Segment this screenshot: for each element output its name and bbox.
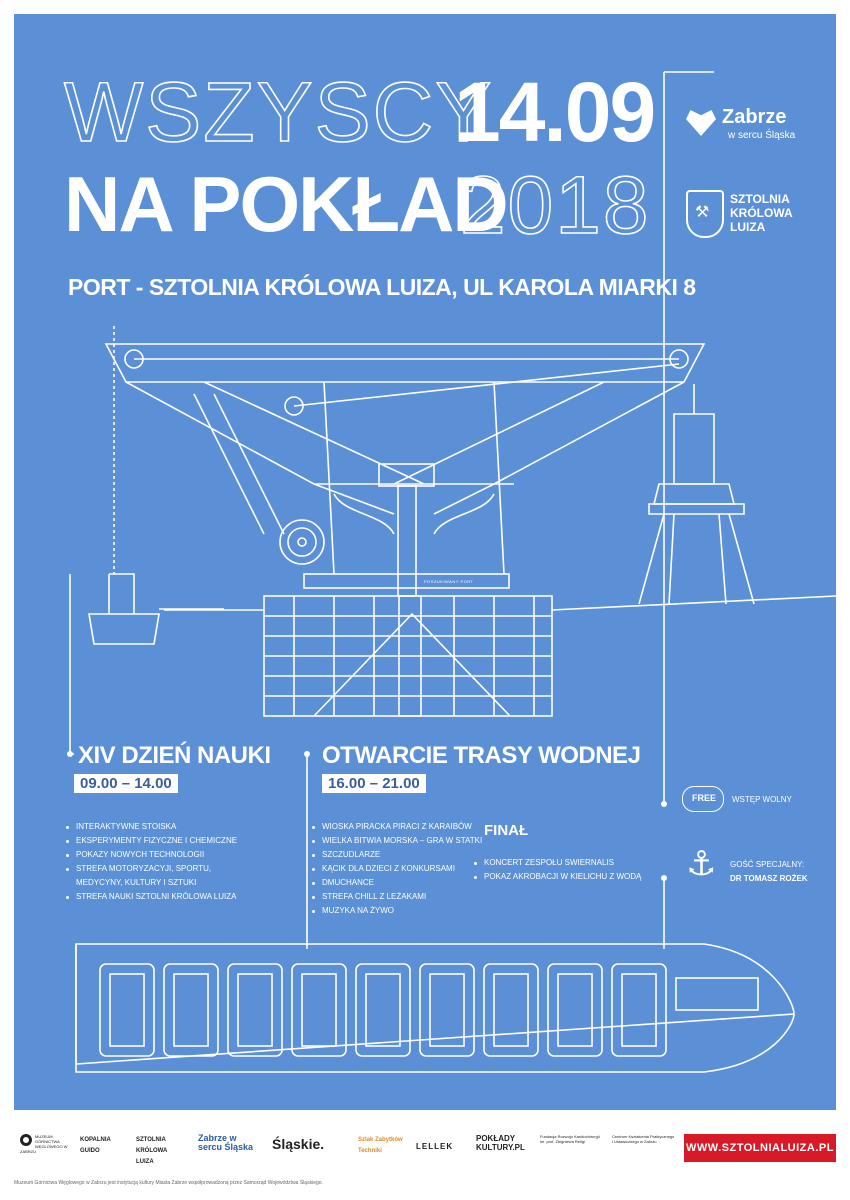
footer-logo-szlak: Szlak Zabytków Techniki	[358, 1137, 403, 1154]
list-item: KONCERT ZESPOŁU SWIERNALIS	[472, 856, 652, 870]
list-item: INTERAKTYWNE STOISKA	[64, 820, 254, 834]
machine-label: POSZUKIWANY PORT	[424, 579, 474, 584]
date-year: 2018	[460, 160, 651, 251]
list-item: WIOSKA PIRACKA PIRACI Z KARAIBÓW	[310, 820, 490, 834]
date-day: 14.09	[454, 65, 655, 159]
zabrze-tagline: w sercu Śląska	[728, 130, 796, 141]
footer-logo-sztolnia: SZTOLNIA KRÓLOWA LUIZA	[136, 1137, 168, 1165]
sztolnia-line2: KRÓLOWA	[730, 206, 793, 220]
headline-line2: NA POKŁAD	[64, 160, 507, 248]
right-event-list	[310, 820, 490, 918]
website-link[interactable]: WWW.SZTOLNIALUIZA.PL	[684, 1134, 836, 1162]
footer-logo-muzeum: MUZEUM GÓRNICTWA WĘGLOWEGO W ZABRZU	[20, 1134, 68, 1154]
left-event-time: 09.00 – 14.00	[74, 774, 178, 793]
hammers-icon: ⚒	[695, 204, 710, 221]
headline-line1: WSZYSCY	[64, 65, 494, 159]
left-event-list	[64, 820, 254, 904]
list-item: MUZYKA NA ŻYWO	[310, 904, 490, 918]
footer-logo-lellek: LELLEK	[416, 1142, 454, 1151]
footer-logo-guido: KOPALNIA GUIDO	[80, 1137, 111, 1154]
list-item: POKAZ AKROBACJI W KIELICHU Z WODĄ	[472, 870, 652, 884]
list-item: POKAZY NOWYCH TECHNOLOGII	[64, 848, 254, 862]
gear-icon	[20, 1134, 32, 1146]
footer-logo-slaskie: Śląskie.	[272, 1136, 325, 1152]
sztolnia-line1: SZTOLNIA	[730, 192, 790, 206]
location-text: PORT - SZTOLNIA KRÓLOWA LUIZA, UL KAROLA MIARKI 8	[68, 274, 696, 300]
footer-logo-poklady: POKŁADY KULTURY.PL	[476, 1134, 525, 1152]
list-item: STREFA MOTORYZACYJI, SPORTU, MEDYCYNY, KULTURY I SZTUKI	[64, 862, 254, 890]
free-badge-text: FREE	[692, 793, 717, 803]
list-item: STREFA NAUKI SZTOLNI KRÓLOWA LUIZA	[64, 890, 254, 904]
list-item: KĄCIK DLA DZIECI Z KONKURSAMI	[310, 862, 490, 876]
poster-background	[14, 14, 836, 1110]
sztolnia-line3: LUIZA	[730, 220, 766, 234]
zabrze-logo	[686, 106, 816, 146]
footer-logo-fundacja: Fundacja Rozwoju Kardiochirurgii im. prof. Zbigniewa Religi	[540, 1134, 600, 1144]
right-event-time: 16.00 – 21.00	[322, 774, 426, 793]
anchor-icon: ⚓	[686, 845, 717, 883]
list-item: WIELKA BITWIA MORSKA – GRA W STATKI	[310, 834, 490, 848]
list-item: EKSPERYMENTY FIZYCZNE I CHEMICZNE	[64, 834, 254, 848]
guest-label: GOŚĆ SPECJALNY:	[730, 860, 805, 869]
free-entry-text: WSTĘP WOLNY	[732, 795, 792, 804]
list-item: DMUCHANCE	[310, 876, 490, 890]
footer-logo-centrum: Centrum Kształcenia Praktycznego i Ustawicznego w Zabrzu	[612, 1134, 675, 1144]
list-item: SZCZUDLARZE	[310, 848, 490, 862]
sztolnia-logo	[686, 186, 816, 246]
final-title: FINAŁ	[484, 822, 529, 839]
footer-logo-zabrze: Zabrze w sercu Śląska	[198, 1133, 254, 1152]
final-list	[472, 856, 652, 884]
list-item: STREFA CHILL Z LEŻAKAMI	[310, 890, 490, 904]
right-event-title: OTWARCIE TRASY WODNEJ	[322, 742, 641, 769]
guest-name: DR TOMASZ ROŻEK	[730, 874, 808, 883]
left-event-title: XIV DZIEŃ NAUKI	[78, 742, 271, 769]
heart-icon	[686, 110, 716, 136]
footer-note: Muzeum Górnictwa Węglowego w Zabrzu jest instytucją kultury Miasta Zabrze współprowadzoną przez Samorząd Województwa Śląskiego.	[14, 1180, 323, 1186]
zabrze-name: Zabrze	[722, 106, 787, 128]
